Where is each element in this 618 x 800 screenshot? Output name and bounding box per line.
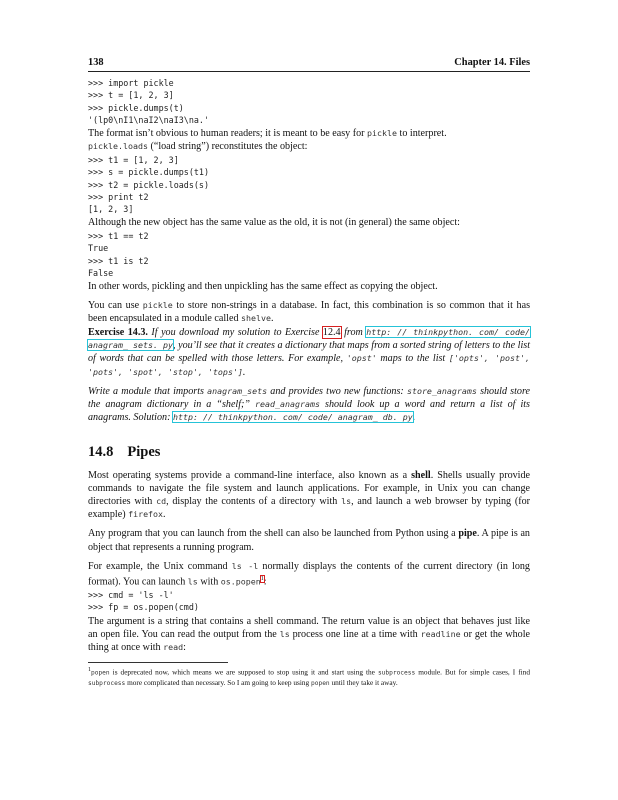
inline-code: ls xyxy=(341,496,352,507)
paragraph-same-object: Although the new object has the same value as the old, it is not (in general) the same object: xyxy=(88,217,460,229)
footnote xyxy=(88,666,530,688)
text: more complicated than necessary. So I am going to keep using xyxy=(125,677,312,687)
bold-term: shell xyxy=(411,470,431,482)
inline-code: subprocess xyxy=(377,669,416,677)
text: , and launch a web browser by typing (for example) xyxy=(88,496,530,521)
code-block-popen: >>> cmd = 'ls -l' >>> fp = os.popen(cmd) xyxy=(88,590,199,613)
inline-code: pickle xyxy=(142,300,173,311)
text: . xyxy=(271,313,274,325)
text: normally displays the contents of the current directory (in long format). You can launch xyxy=(88,560,530,588)
exercise-14-3-part2 xyxy=(88,385,530,424)
inline-code: readline xyxy=(420,628,461,639)
text: and provides two new functions: xyxy=(267,385,407,397)
paragraph-shell xyxy=(88,469,530,521)
section-number: 14.8 xyxy=(88,443,114,460)
text: The argument is a string that contains a shell command. The return value is an object that behaves just like an open file. You can read the output from the xyxy=(88,615,530,640)
text: For example, the Unix command xyxy=(88,560,232,572)
book-page xyxy=(88,56,530,688)
paragraph-ls-example xyxy=(88,560,530,589)
inline-code: popen xyxy=(311,679,330,687)
text: The format isn’t obvious to human readers; it is meant to be easy for xyxy=(88,127,368,139)
inline-code: firefox xyxy=(128,509,164,520)
text: or get the whole thing at once with xyxy=(88,628,530,653)
text: with xyxy=(197,576,221,588)
bold-term: pipe xyxy=(458,528,477,540)
text: maps to the list xyxy=(376,353,449,365)
footnote-divider xyxy=(88,662,228,663)
inline-code: read xyxy=(163,641,184,652)
inline-code: ls xyxy=(187,576,198,587)
inline-code: ['opts', 'post', 'pots', 'spot', 'stop', 'tops'] xyxy=(88,353,530,377)
text: You can use xyxy=(88,300,143,312)
text: Write a module that imports xyxy=(88,385,208,397)
code-block-pickle-loads: >>> t1 = [1, 2, 3] >>> s = pickle.dumps(t1) >>> t2 = pickle.loads(s) >>> print t2 [1, 2, 3] xyxy=(88,155,210,214)
text: If you download my solution to Exercise xyxy=(147,327,323,339)
text: should look up a word and return a list of its anagrams. Solution: xyxy=(88,398,530,423)
text: should store the anagram dictionary in a “shelf;” xyxy=(88,385,530,410)
text: , display the contents of a directory with xyxy=(166,496,342,508)
inline-code: anagram_sets xyxy=(207,385,268,396)
exercise-ref-link[interactable]: 12.4 xyxy=(322,327,341,339)
inline-code: shelve xyxy=(241,313,272,324)
inline-code: popen xyxy=(91,669,110,677)
text: module. But for simple cases, I find xyxy=(415,667,530,677)
text: to store non-strings in a database. In fact, this combination is so common that it has been encapsulated in a module called xyxy=(88,300,531,325)
text: Most operating systems provide a command-line interface, also known as a xyxy=(88,470,412,482)
running-header xyxy=(88,56,530,72)
inline-code: read_anagrams xyxy=(255,398,320,409)
section-heading xyxy=(88,443,530,460)
page-number: 138 xyxy=(88,57,104,68)
text: until they take it away. xyxy=(329,677,398,687)
footnote-mark: 1 xyxy=(88,666,91,673)
inline-code: ls -l xyxy=(231,560,259,571)
paragraph-pickling: In other words, pickling and then unpickling has the same effect as copying the object. xyxy=(88,281,438,293)
text: Any program that you can launch from the shell can also be launched from Python using a xyxy=(88,528,459,540)
text: from xyxy=(340,327,367,339)
url-link-anagram-sets[interactable]: http: // thinkpython. com/ code/ anagram_ sets. py xyxy=(88,327,530,351)
footnote-ref-link[interactable]: 1 xyxy=(260,575,264,582)
inline-code: 'opst' xyxy=(346,353,377,364)
code-block-compare: >>> t1 == t2 True >>> t1 is t2 False xyxy=(88,231,149,278)
inline-code: cd xyxy=(156,496,167,507)
text: . xyxy=(412,411,416,423)
text: , you’ll see that it creates a dictionary that maps from a sorted string of letters to the list of words that can be spelled with those letters. For example, xyxy=(88,340,530,365)
paragraph-shelve xyxy=(88,299,530,325)
inline-code: pickle xyxy=(367,127,397,138)
paragraph-pipe xyxy=(88,527,530,553)
url-link-anagram-db[interactable]: http: // thinkpython. com/ code/ anagram_ db. py xyxy=(172,411,413,422)
text: (“load string”) reconstitutes the object: xyxy=(147,141,308,152)
text: . xyxy=(242,366,246,378)
text: . xyxy=(163,509,166,521)
inline-code: subprocess xyxy=(88,679,126,687)
inline-code: os.popen xyxy=(220,576,261,587)
inline-code: pickle.loads xyxy=(88,141,148,151)
text: is deprecated now, which means we are supposed to stop using it and start using the xyxy=(109,667,378,677)
section-title: Pipes xyxy=(127,443,161,460)
text: . A pipe is an object that represents a running program. xyxy=(88,528,530,553)
inline-code: store_anagrams xyxy=(406,385,477,396)
inline-code: ls xyxy=(279,628,290,639)
text: . Shells usually provide commands to navigate the file system and launch applications. For example, in Unix you can change directories with xyxy=(88,470,530,508)
text: process one line at a time with xyxy=(289,628,421,640)
chapter-title: Chapter 14. Files xyxy=(454,57,530,68)
paragraph-argument xyxy=(88,615,530,654)
text: : xyxy=(183,641,186,653)
text: : xyxy=(263,576,267,588)
code-block-pickle-dumps: >>> import pickle >>> t = [1, 2, 3] >>> pickle.dumps(t) '(lp0\nI1\naI2\naI3\na.' xyxy=(88,78,210,125)
text: to interpret. xyxy=(397,127,447,139)
exercise-14-3 xyxy=(88,326,530,378)
exercise-title: Exercise 14.3. xyxy=(88,327,148,339)
paragraph-format xyxy=(88,127,530,153)
